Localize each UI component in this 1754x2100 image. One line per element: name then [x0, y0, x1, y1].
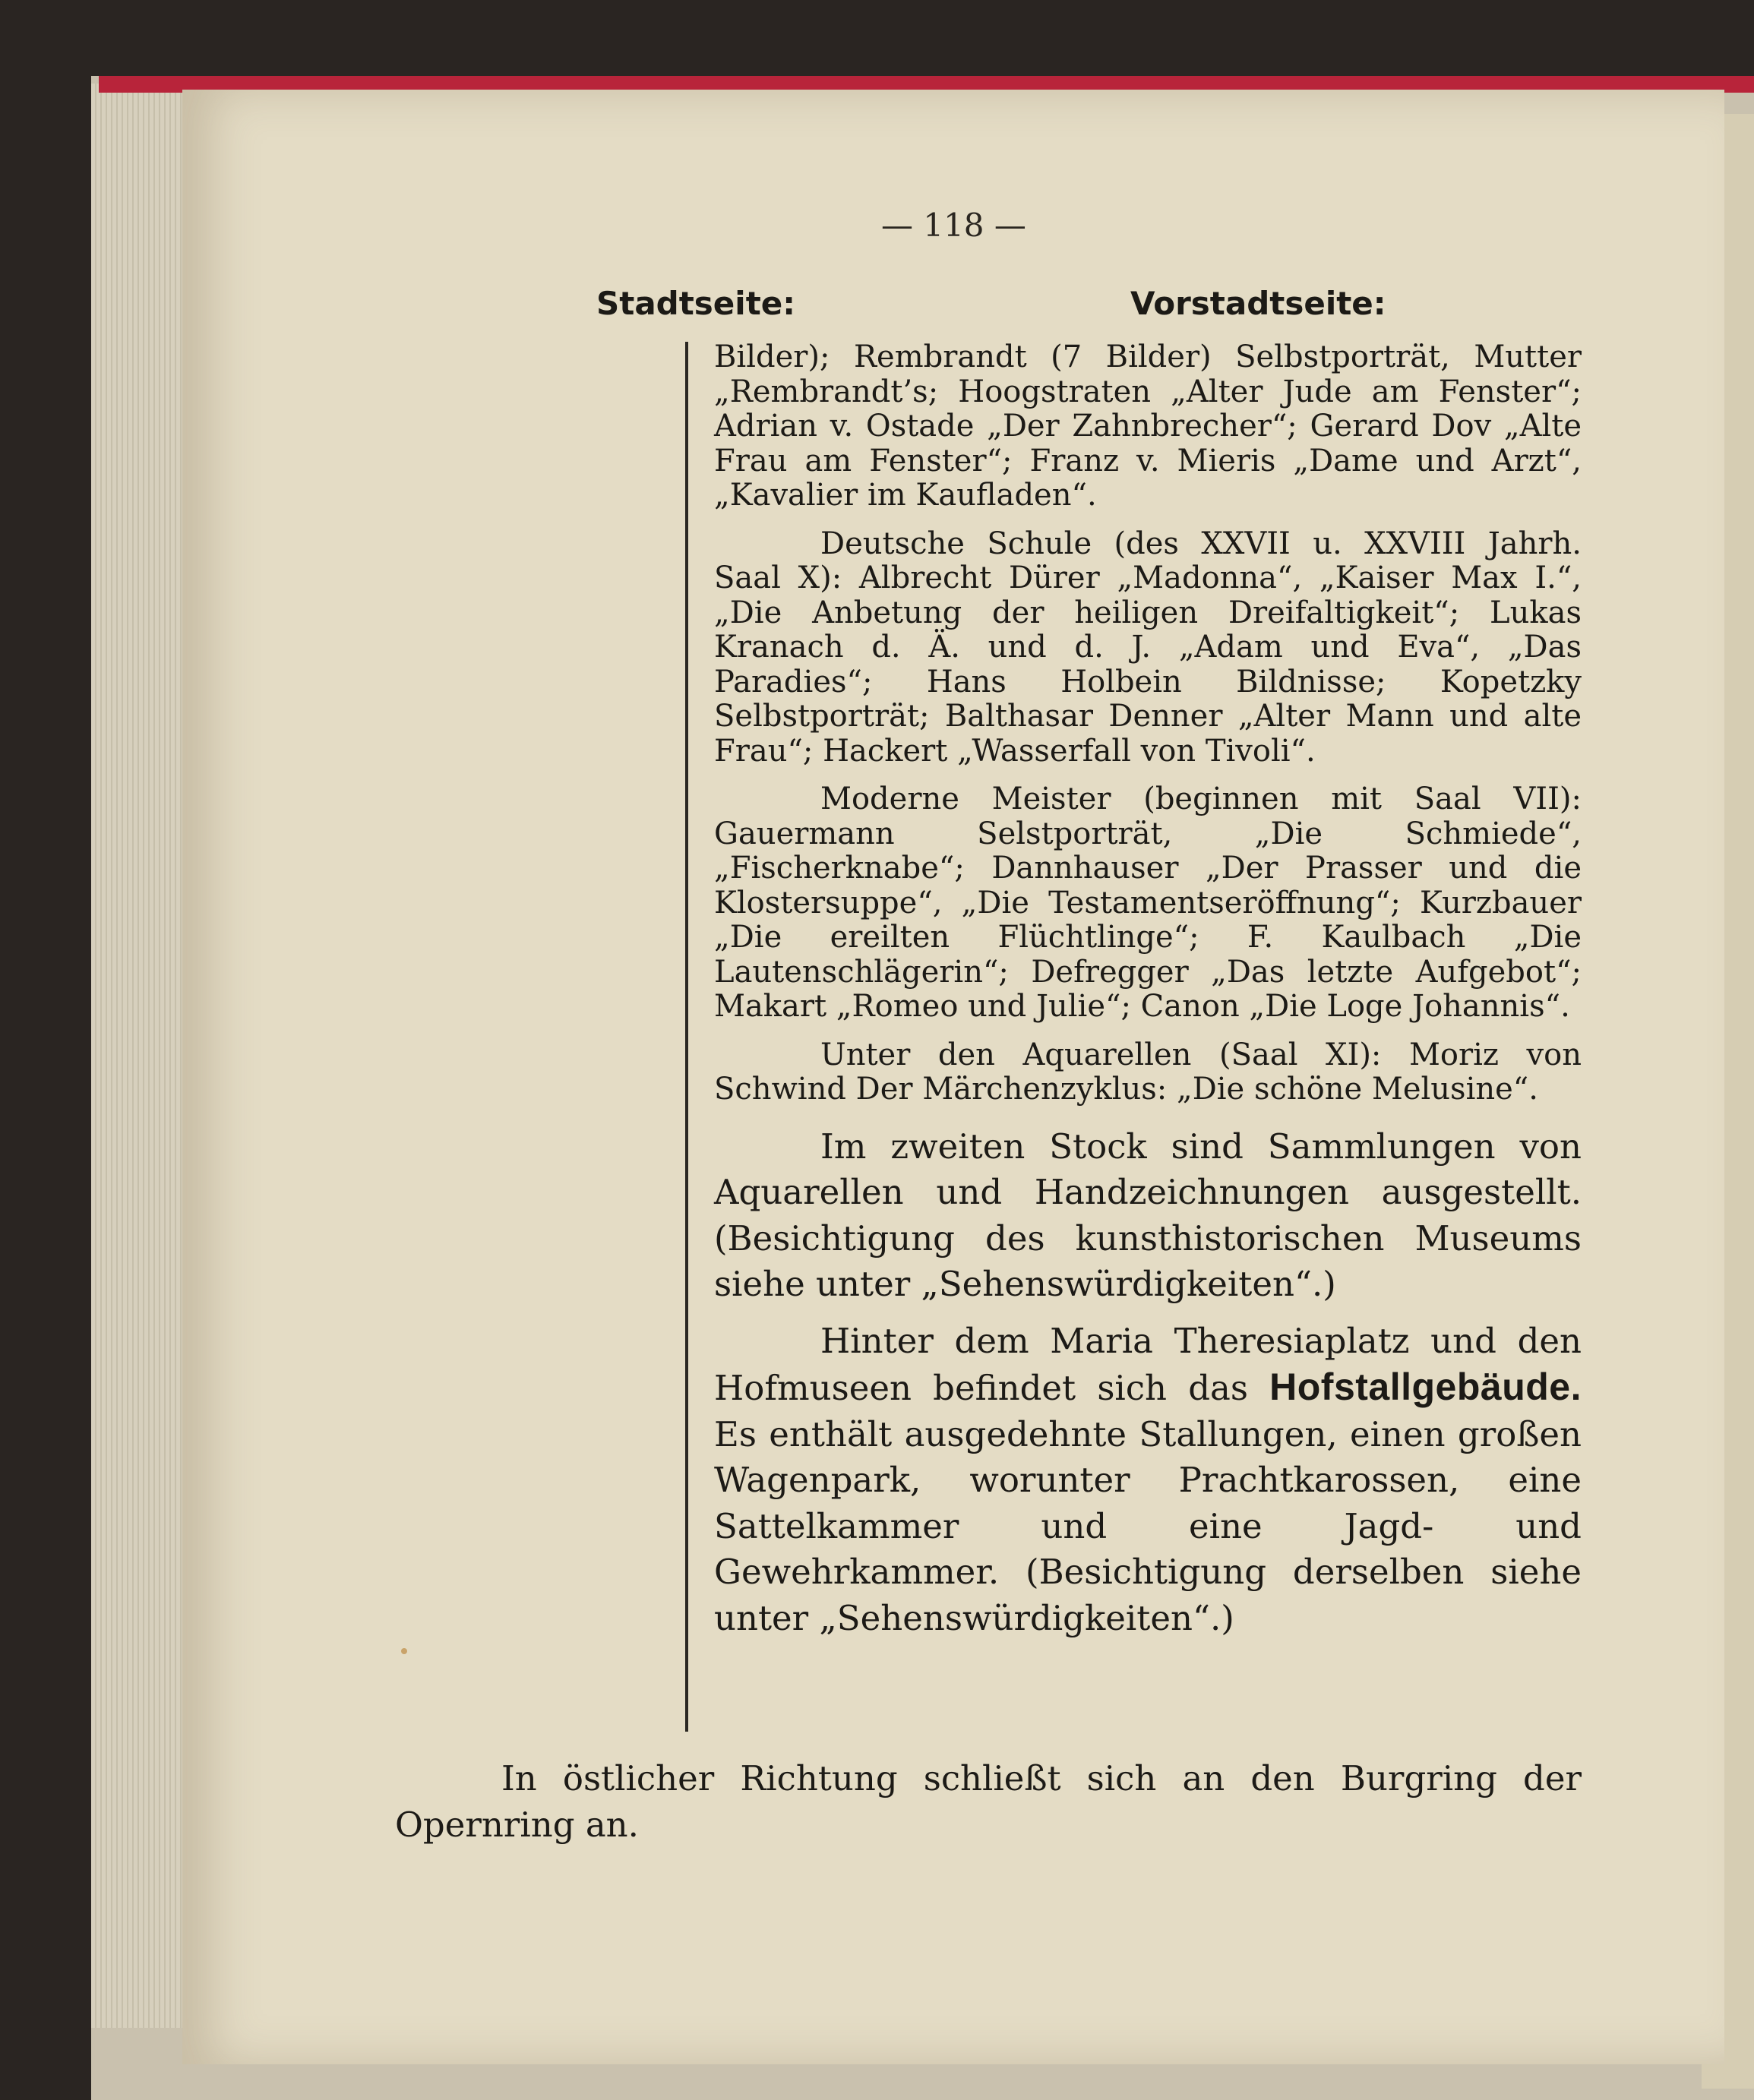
column-header-vorstadtseite: Vorstadtseite:: [1130, 285, 1386, 322]
paragraph-opernring: In östlicher Richtung schließt sich an den Burgring der Opernring an.: [395, 1758, 1582, 1845]
text-column: [714, 340, 1582, 1641]
paragraph-rembrandt: Bilder); Rembrandt (7 Bilder) Selbstporträt, Mutter „Rembrandt’s; Hoogstraten „Alter Jude am Fenster“; Adrian v. Ostade „Der Zahnbrecher“; Gerard Dov „Alte Frau am Fenster“; Franz v. Mieris „Dame und Arzt“, „Kavalier im Kaufladen“.: [714, 339, 1582, 513]
column-divider: [685, 342, 688, 1732]
paragraph-deutsche-schule: Deutsche Schule (des XXVII u. XXVIII Jahrh. Saal X): Albrecht Dürer „Madonna“, „Kaiser Max I.“, „Die Anbetung der heiligen Dreifaltigkeit“; Lukas Kranach d. Ä. und d. J. „Adam und Eva“, „Das Paradies“; Hans Holbein Bildnisse; Kopetzky Selbstporträt; Balthasar Denner „Alter Mann und alte Frau“; Hackert „Wasserfall von Tivoli“.: [714, 526, 1582, 769]
full-width-text: [395, 1756, 1582, 1848]
paragraph-aquarelle: Unter den Aquarellen (Saal XI): Moriz von Schwind Der Märchenzyklus: „Die schöne Melusine“.: [714, 1037, 1582, 1107]
paragraph-moderne-meister: Moderne Meister (beginnen mit Saal VII): Gauermann Selstporträt, „Die Schmiede“, „Fischerknabe“; Dannhauser „Der Prasser und die Klostersuppe“, „Die Testamentseröffnung“; Kurzbauer „Die ereilten Flüchtlinge“; F. Kaulbach „Die Lautenschlägerin“; Defregger „Das letzte Aufgebot“; Makart „Romeo und Julie“; Canon „Die Loge Johannis“.: [714, 782, 1582, 1024]
paragraph-zweiter-stock: Im zweiten Stock sind Sammlungen von Aquarellen und Handzeichnungen ausgestellt. (Besichtigung des kunsthistorischen Museums siehe unter „Sehenswürdigkeiten“.): [714, 1126, 1582, 1304]
page-number: — 118 —: [881, 207, 1026, 244]
paper-spot: [401, 1648, 407, 1654]
hof-text-after: Es enthält ausgedehnte Stallungen, einen großen Wagenpark, worunter Prachtkarossen, eine Sattelkammer und eine Jagd- und Gewehrkammer. (Besichtigung derselben siehe unter „Sehenswürdigkeiten“.): [714, 1413, 1582, 1638]
hof-text-before: Hinter dem Maria Theresiaplatz und den Hofmuseen befindet sich das: [714, 1320, 1582, 1408]
hofstallgebaeude-heading: Hofstallgebäude.: [1269, 1366, 1582, 1408]
column-header-stadtseite: Stadtseite:: [596, 285, 796, 322]
paragraph-hofstallgebaeude: [714, 1318, 1582, 1642]
